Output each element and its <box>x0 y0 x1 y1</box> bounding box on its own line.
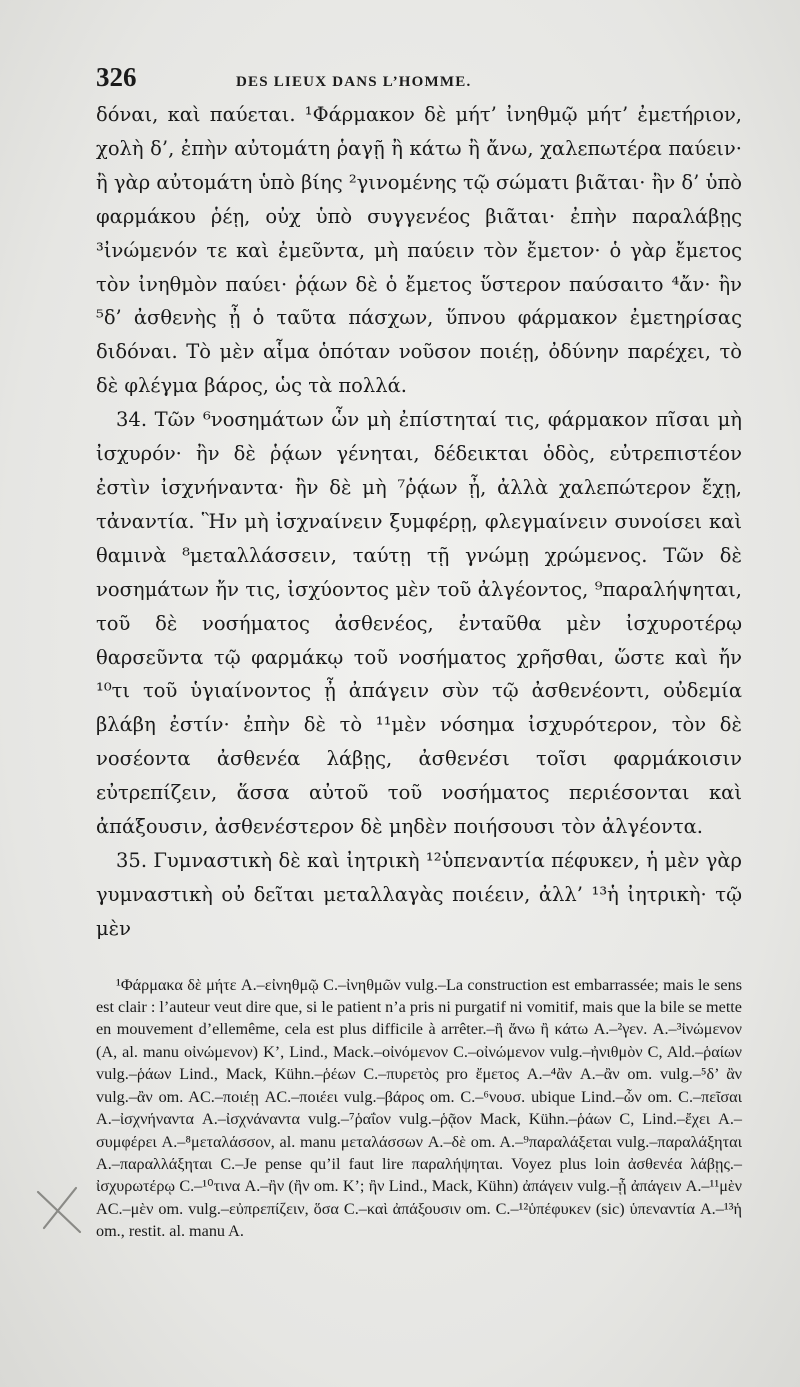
paragraph-35: 35. Γυμναστικὴ δὲ καὶ ἰητρικὴ ¹²ὑπεναντία πέφυκεν, ἡ μὲν γὰρ γυμναστικὴ οὐ δεῖται μεταλλαγὰς ποιέειν, ἀλλ’ ¹³ἡ ἰητρικὴ· τῷ μὲν <box>96 848 742 940</box>
running-title: DES LIEUX DANS L’HOMME. <box>236 74 472 90</box>
handwritten-x-mark-icon <box>30 1180 90 1240</box>
page-number: 326 <box>96 62 137 92</box>
page-header <box>96 62 742 98</box>
footnote-text: ¹Φάρμακα δὲ μήτε A.–εἰνηθμῷ C.–ἰνηθμῶν vulg.–La construction est embarrassée; mais le sens est clair : l’auteur veut dire que, si le patient n’a pris ni purgatif ni vomitif, mais que la bile se mette en mouvement d’ellemême, cela est plus difficile à arrêter.–ἢ ἄνω ἢ κάτω A.–²γεν. A.–³ἰνώμενον (A, al. manu οἰνώμενον) K’, Lind., Mack.–οἰνόμενον C.–οἰνώμενον vulg.–ἠνιθμὸν C, Ald.–ῥαίων vulg.–ῥάων Lind., Mack, Kühn.–ῥέων C.–πυρετὸς pro ἔμετος A.–⁴ἂν A.–ἂν om. vulg.–⁵δ’ ἂν vulg.–ἂν om. AC.–ποιέῃ AC.–ποιέει vulg.–βάρος om. C.–⁶νουσ. ubique Lind.–ὧν om. C.–πεῖσαι A.–ἰσχνήναντα A.–ἰσχνάναντα vulg.–⁷ῥαΐον vulg.–ῥᾷον Mack, Kühn.–ῥάων C, Lind.–ἔχει A.–συμφέρει A.–⁸μεταλάσσον, al. manu μεταλάσσων A.–δὲ om. A.–⁹παραλάξεται vulg.–παραλάξηται A.–παραλλάξηται C.–Je pense qu’il faut lire παραλήψηται. Voyez plus loin ἀσθενέα λάβῃς.–ἰσχυρωτέρῳ C.–¹⁰τινα A.–ἢν (ἢν om. K’; ἢν Lind., Mack, Kühn) ἀπάγειν vulg.–ᾖ ἀπάγειν A.–¹¹μὲν AC.–μὲν om. vulg.–εὐπρεπίζειν, ὅσα C.–καὶ ἀπάξουσιν om. C.–¹²ὑπέφυκεν (sic) ὑπεναντία A.–¹³ἡ om., restit. al. manu A. <box>96 975 742 1241</box>
paragraph-continued: δόναι, καὶ παύεται. ¹Φάρμακον δὲ μήτ’ ἰνηθμῷ μήτ’ ἐμετήριον, χολὴ δ’, ἐπὴν αὐτομάτη ῥαγῇ ἢ κάτω ἢ ἄνω, χαλεπωτέρα παύειν· ἢ γὰρ αὐτομάτη ὑπὸ βίης ²γινομένης τῷ σώματι βιᾶται· ἢν δ’ ὑπὸ φαρμάκου ῥέῃ, οὐχ ὑπὸ συγγενέος βιᾶται· ἐπὴν παραλάβῃς ³ἰνώμενόν τε καὶ ἐμεῦντα, μὴ παύειν τὸν ἔμετον· ὁ γὰρ ἔμετος τὸν ἰνηθμὸν παύει· ῥᾴων δὲ ὁ ἔμετος ὕστερον παύσαιτο ⁴ἄν· ἢν ⁵δ’ ἀσθενὴς ᾖ ὁ ταῦτα πάσχων, ὕπνου φάρμακον ἐμετηρίσας διδόναι. Τὸ μὲν αἷμα ὁπόταν νοῦσον ποιέῃ, ὀδύνην παρέχει, τὸ δὲ φλέγμα βάρος, ὡς τὰ πολλά. <box>96 103 742 398</box>
main-text <box>96 98 742 946</box>
footnotes <box>96 974 742 1243</box>
paragraph-34: 34. Τῶν ⁶νοσημάτων ὧν μὴ ἐπίστηταί τις, φάρμακον πῖσαι μὴ ἰσχυρόν· ἢν δὲ ῥᾴων γένηται, δέδεικται ὁδὸς, εὐτρεπιστέον ἐστὶν ἰσχνήναντα· ἢν δὲ μὴ ⁷ῥᾴων ᾖ, ἀλλὰ χαλεπώτερον ἔχῃ, τἀναντία. Ἣν μὴ ἰσχναίνειν ξυμφέρῃ, φλεγμαίνειν συνοίσει καὶ θαμινὰ ⁸μεταλλάσσειν, ταύτῃ τῇ γνώμῃ χρώμενος. Τῶν δὲ νοσημάτων ἤν τις, ἰσχύοντος μὲν τοῦ ἀλγέοντος, ⁹παραλήψηται, τοῦ δὲ νοσήματος ἀσθενέος, ἐνταῦθα μὲν ἰσχυροτέρῳ θαρσεῦντα τῷ φαρμάκῳ τοῦ νοσήματος χρῆσθαι, ὥστε καὶ ἤν ¹⁰τι τοῦ ὑγιαίνοντος ᾖ ἀπάγειν σὺν τῷ ἀσθενέοντι, οὐδεμία βλάβη ἐστίν· ἐπὴν δὲ τὸ ¹¹μὲν νόσημα ἰσχυρότερον, τὸν δὲ νοσέοντα ἀσθενέα λάβῃς, ἀσθενέσι τοῖσι φαρμάκοισιν εὐτρεπίζειν, ἅσσα αὐτοῦ τοῦ νοσήματος περιέσονται καὶ ἀπάξουσιν, ἀσθενέστερον δὲ μηδὲν ποιήσουσι τὸν ἀλγέοντα. <box>96 408 742 839</box>
